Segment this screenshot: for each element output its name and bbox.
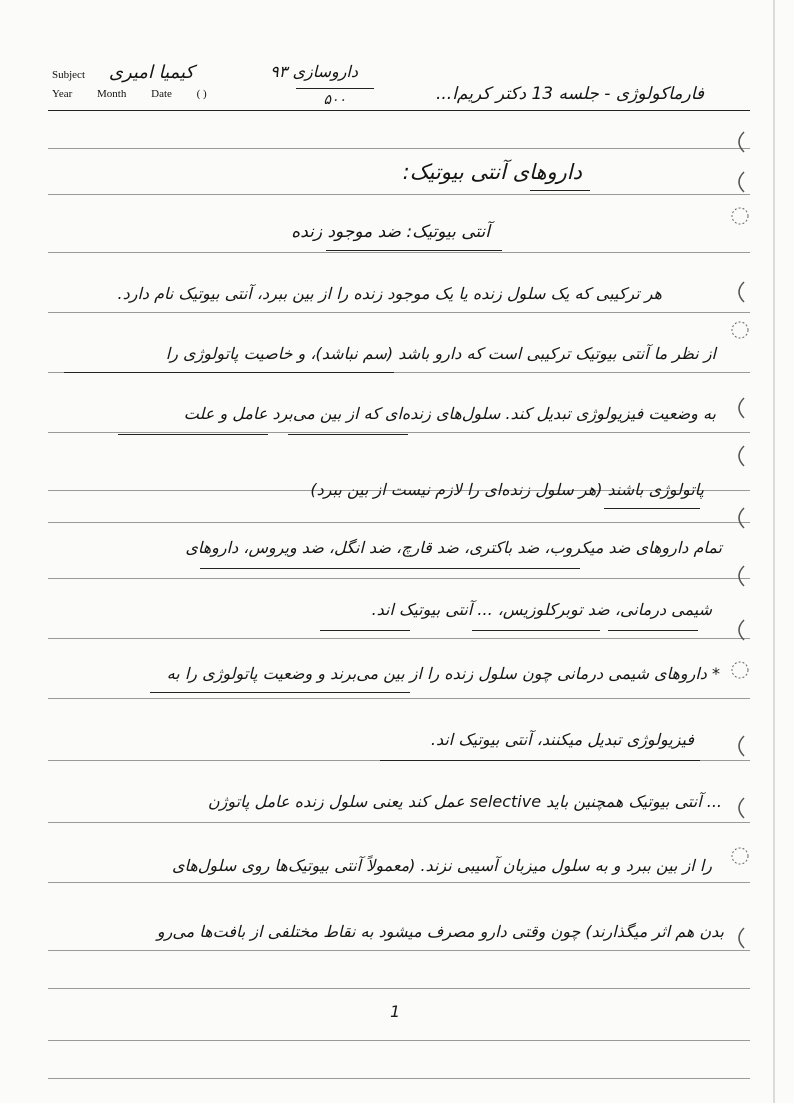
underline: [200, 568, 580, 569]
session-title: فارماکولوژی - جلسه 13 دکتر کریم‌ا...: [436, 84, 704, 104]
ruled-line: [48, 638, 750, 639]
course-number: ۵۰۰: [323, 92, 346, 108]
underline: [64, 372, 394, 373]
page-number: 1: [390, 1002, 401, 1021]
author-name: کیمیا امیری: [108, 62, 194, 83]
ruled-line: [48, 432, 750, 433]
ruled-line: [48, 312, 750, 313]
ruled-line: [48, 578, 750, 579]
underline: [380, 760, 700, 761]
ruled-line: [48, 822, 750, 823]
note-line-6: پاتولوژی باشند (هر سلول زنده‌ای را لازم نیست از بین ببرد): [310, 480, 704, 499]
header-rule: [48, 110, 750, 111]
date-paren: ( ): [196, 88, 207, 100]
note-line-8: شیمی درمانی، ضد توبرکلوزیس، ... آنتی بیوتیک اند.: [371, 600, 712, 619]
ruled-line: [48, 950, 750, 951]
note-line-5: به وضعیت فیزیولوژی تبدیل کند. سلول‌های زنده‌ای که از بین می‌برد عامل و علت: [183, 404, 716, 423]
underline: [150, 692, 410, 693]
note-line-1: داروهای آنتی بیوتیک:: [402, 160, 582, 184]
note-line-2: آنتی بیوتیک: ضد موجود زنده: [291, 222, 490, 242]
ruled-line: [48, 882, 750, 883]
underline: [288, 434, 408, 435]
date-label: Date: [151, 88, 172, 100]
ruled-line: [48, 1078, 750, 1079]
note-line-12: را از بین ببرد و به سلول میزبان آسیبی نزند. (معمولاً آنتی بیوتیک‌ها روی سلول‌های: [171, 856, 712, 875]
course-title: داروسازی ۹۳: [270, 62, 358, 81]
ruled-line: [48, 194, 750, 195]
underline: [118, 434, 268, 435]
month-label: Month: [97, 88, 127, 100]
ruled-line: [48, 522, 750, 523]
underline: [608, 630, 698, 631]
underline: [320, 630, 410, 631]
note-line-9: * داروهای شیمی درمانی چون سلول زنده را از بین می‌برند و وضعیت پاتولوژی را به: [166, 664, 720, 683]
ruled-line: [48, 698, 750, 699]
note-line-13: بدن هم اثر میگذارند) چون وقتی دارو مصرف میشود به نقاط مختلفی از بافت‌ها می‌رو: [156, 922, 724, 941]
definition-underline: [326, 250, 502, 251]
note-line-3: هر ترکیبی که یک سلول زنده یا یک موجود زنده را از بین ببرد، آنتی بیوتیک نام دارد.: [117, 284, 662, 303]
course-underline: [296, 88, 374, 89]
ruled-line: [48, 148, 750, 149]
note-line-11: ... آنتی بیوتیک همچنین باید selective عمل کند یعنی سلول زنده عامل پاتوژن: [207, 792, 722, 811]
underline: [604, 508, 700, 509]
underline: [472, 630, 600, 631]
note-line-4: از نظر ما آنتی بیوتیک ترکیبی است که دارو باشد (سم نباشد)، و خاصیت پاتولوژی را: [165, 344, 716, 363]
year-label: Year: [52, 88, 73, 100]
note-line-10: فیزیولوژی تبدیل میکنند، آنتی بیوتیک اند.: [430, 730, 694, 749]
ruled-line: [48, 252, 750, 253]
title-underline: [530, 190, 590, 191]
ruled-line: [48, 1040, 750, 1041]
ruled-line: [48, 988, 750, 989]
note-line-7: تمام داروهای ضد میکروب، ضد باکتری، ضد قارچ، ضد انگل، ضد ویروس، داروهای: [185, 538, 722, 557]
subject-label: Subject: [52, 69, 85, 81]
